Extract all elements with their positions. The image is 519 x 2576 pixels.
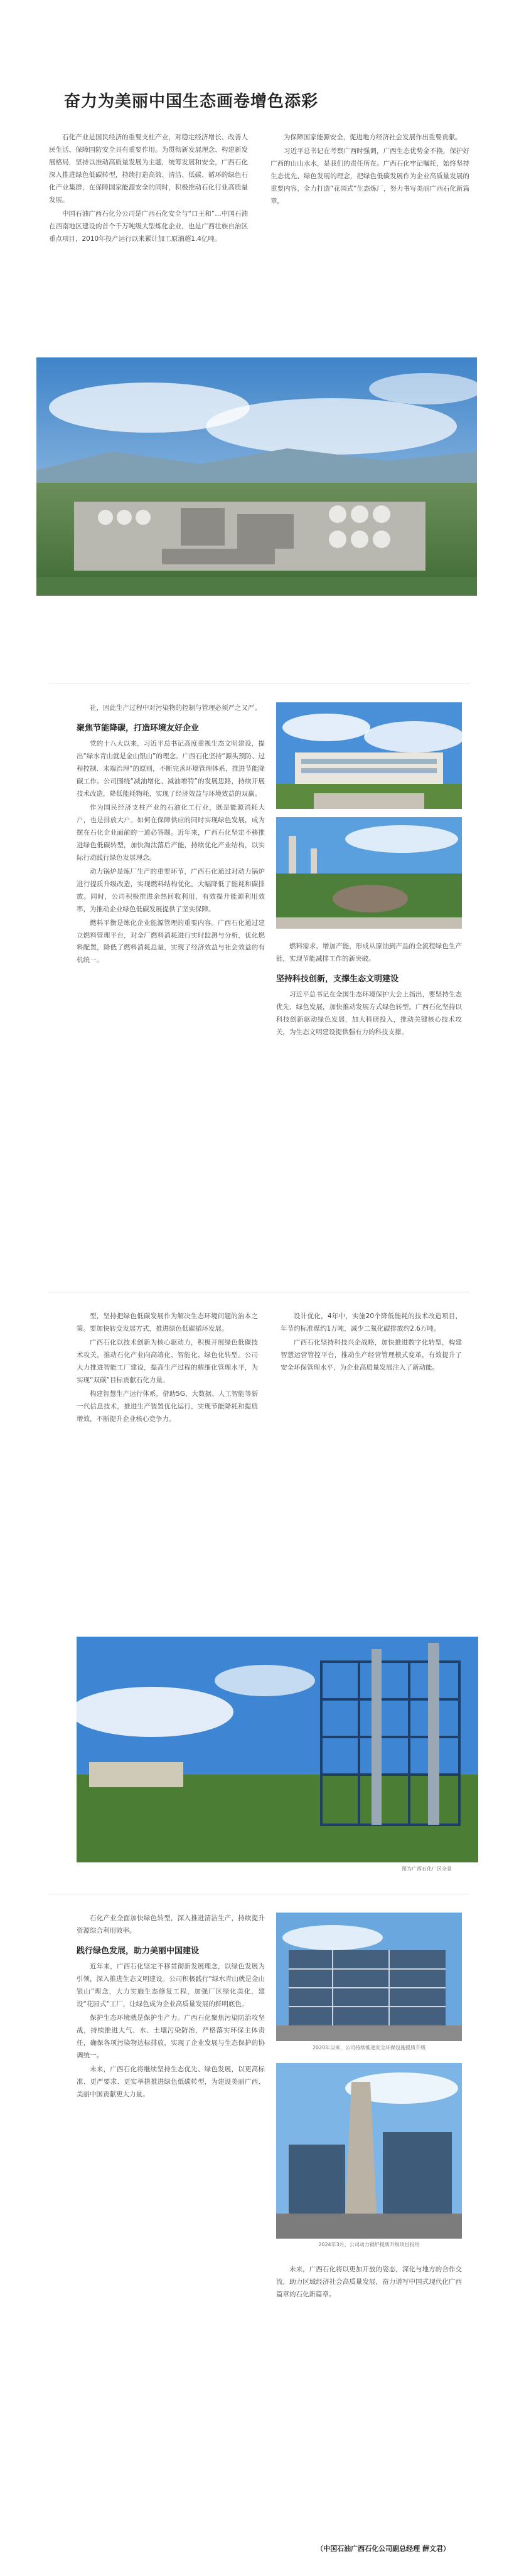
paragraph: 近年来，广西石化坚定不移贯彻新发展理念，以绿色发展为引领，深入推进生态文明建设。公司积极践行“绿水青山就是金山银山”理念，大力实施生态修复工程，加强厂区绿化美化，建设“花园式”工厂，让绿色成为企业高质量发展的鲜明底色。 (77, 1963, 265, 2009)
section-3-right (276, 2264, 462, 2303)
paragraph: 保护生态环境就是保护生产力。广西石化聚焦污染防治攻坚战，持续推进大气、水、土壤污染防治，严格落实环保主体责任，确保各项污染物达标排放，实现了企业发展与生态保护的协调统一。 (77, 2014, 265, 2059)
s1-left-column (77, 702, 265, 968)
section-heading: 聚焦节能降碳，打造环境友好企业 (77, 723, 200, 733)
paragraph: 未来，广西石化将以更加开放的姿态，深化与地方的合作交流，助力区域经济社会高质量发展，奋力谱写中国式现代化广西篇章的石化新篇章。 (276, 2266, 462, 2298)
section-1-left (77, 702, 265, 968)
s1-right-column (276, 941, 462, 1040)
paragraph: 习近平总书记在全国生态环境保护大会上指出，要坚持生态优先、绿色发展，加快推动发展方式绿色转型。广西石化坚持以科技创新驱动绿色发展，加大科研投入，推动关键核心技术攻关，为生态文明建设提供强有力的科技支撑。 (276, 991, 462, 1037)
paragraph: 燃料需求，增加产能，形成从原油到产品的全流程绿色生产链，实现节能减排工作的新突破。 (276, 942, 462, 963)
paragraph: 构建智慧生产运行体系，借助5G、大数据、人工智能等新一代信息技术，推进生产装置优化运行，实现节能降耗和提质增效，不断提升企业核心竞争力。 (77, 1390, 258, 1423)
paragraph: 习近平总书记在考察广西时强调，广西生态优势金不换，保护好广西的山山水水，是我们的责任所在。广西石化牢记嘱托，始终坚持生态优先、绿色发展的理念，把绿色低碳发展作为企业高质量发展的重要内容，全力打造“花园式”生态炼厂，努力书写美丽广西石化新篇章。 (270, 147, 469, 205)
plant-garden-photo (276, 817, 462, 929)
paragraph: 设计优化，4年中，实施20个降低能耗的技术改造项目，年节约标准煤约1万吨，减少二氧化碳排放约2.6万吨。 (281, 1312, 462, 1333)
paragraph: 党的十八大以来，习近平总书记高度重视生态文明建设，提出“绿水青山就是金山银山”的理念。广西石化坚持“源头预防、过程控制、末端治理”的原则，不断完善环境管理体系，推进节能降碳工作。公司围绕“减油增化、减油增特”的发展思路，持续开展技术改造，降低能耗物耗，实现了经济效益与环境效益的双赢。 (77, 740, 265, 798)
section-2 (77, 1311, 462, 1427)
photo-caption: 2024年3月，公司动力锅炉提质升级项目投用 (318, 2242, 420, 2247)
section-heading: 坚持科技创新，支撑生态文明建设 (276, 974, 399, 984)
section-3-left (77, 1913, 265, 2103)
paragraph: 作为国民经济支柱产业的石油化工行业，既是能源消耗大户，也是排放大户。如何在保障供应的同时实现绿色发展，成为摆在石化企业面前的一道必答题。近年来，广西石化坚定不移推进绿色低碳转型，加快淘汰落后产能，持续优化产业结构，以实际行动践行绿色发展理念。 (77, 804, 265, 862)
section-1-right (276, 941, 462, 1040)
author-signature: （中国石油广西石化公司副总经理 薛文君） (316, 2545, 450, 2553)
boiler-plant-photo (276, 1913, 462, 2041)
s2-left-column (77, 1311, 258, 1427)
paragraph: 燃料平衡是炼化企业能源管理的重要内容。广西石化通过建立燃料管理平台，对全厂燃料消耗进行实时监测与分析，优化燃料配置，降低了燃料消耗总量，实现了经济效益与社会效益的有机统一。 (77, 919, 265, 964)
paragraph: 为保障国家能源安全，促进地方经济社会发展作出重要贡献。 (284, 134, 462, 141)
photo-caption: 图为广西石化厂区全景 (402, 1866, 452, 1872)
paragraph: 广西石化以技术创新为核心驱动力，积极开展绿色低碳技术攻关，推动石化产业向高端化、智能化、绿色化转型。公司大力推进智能工厂建设，提高生产过程的精细化管理水平，为实现“双碳”目标贡献石化力量。 (77, 1338, 258, 1384)
s3-right-column (276, 2264, 462, 2303)
paragraph: 石化产业全面加快绿色转型，深入推进清洁生产，持续提升资源综合利用效率。 (77, 1914, 265, 1935)
paragraph: 广西石化坚持科技兴企战略，加快推进数字化转型，构建智慧运营管控平台，推动生产经营管理模式变革，有效提升了安全环保管理水平，为企业高质量发展注入了新动能。 (281, 1338, 462, 1371)
chimney-photo (276, 2063, 462, 2239)
paragraph: 社，因此生产过程中对污染物的控制与管理必须严之又严。 (90, 704, 261, 712)
s3-left-column (77, 1913, 265, 2103)
intro-left (49, 132, 248, 246)
s2-right-column (281, 1311, 462, 1427)
paragraph: 未来，广西石化将继续坚持生态优先、绿色发展，以更高标准、更严要求、更实举措推进绿色低碳转型，为建设美丽广西、美丽中国贡献更大力量。 (77, 2065, 265, 2098)
intro-right (270, 132, 469, 246)
section-heading: 践行绿色发展，助力美丽中国建设 (77, 1946, 200, 1956)
aerial-photo-refinery (36, 357, 477, 596)
paragraph: 型，坚持把绿色低碳发展作为解决生态环境问题的治本之策。要加快转变发展方式，推进绿色低碳循环发展。 (77, 1312, 258, 1333)
office-building-photo (276, 702, 462, 809)
paragraph: 石化产业是国民经济的重要支柱产业，对稳定经济增长、改善人民生活、保障国防安全具有重要作用。为贯彻新发展理念、构建新发展格局，坚持以推动高质量发展为主题，统筹发展和安全，广西石化深入推进绿色低碳转型，持续打造高效、清洁、低碳、循环的绿色石化产业集群，在保障国家能源安全的同时，积极推动石化行业高质量发展。 (49, 134, 248, 204)
photo-caption: 2020年以来，公司持续推进安全环保设施提质升级 (312, 2045, 426, 2051)
refinery-tower-photo (77, 1637, 478, 1862)
intro-section (49, 132, 469, 246)
page-title: 奋力为美丽中国生态画卷增色添彩 (64, 92, 319, 111)
paragraph: 中国石油广西石化分公司是广西石化安全与“口王和”…中国石油在西南地区建设的首个千万吨级大型炼化企业，也是广西壮族自治区重点项目，2010年投产运行以来累计加工原油超1.4亿吨。 (49, 209, 248, 243)
paragraph: 动力锅炉是炼厂生产的重要环节，广西石化通过对动力锅炉进行提质升级改造，实现燃料结构优化，大幅降低了能耗和碳排放。同时，公司积极推进余热回收利用，有效提升能源利用效率，为推动企业绿色低碳发展提供了坚实保障。 (77, 867, 265, 913)
